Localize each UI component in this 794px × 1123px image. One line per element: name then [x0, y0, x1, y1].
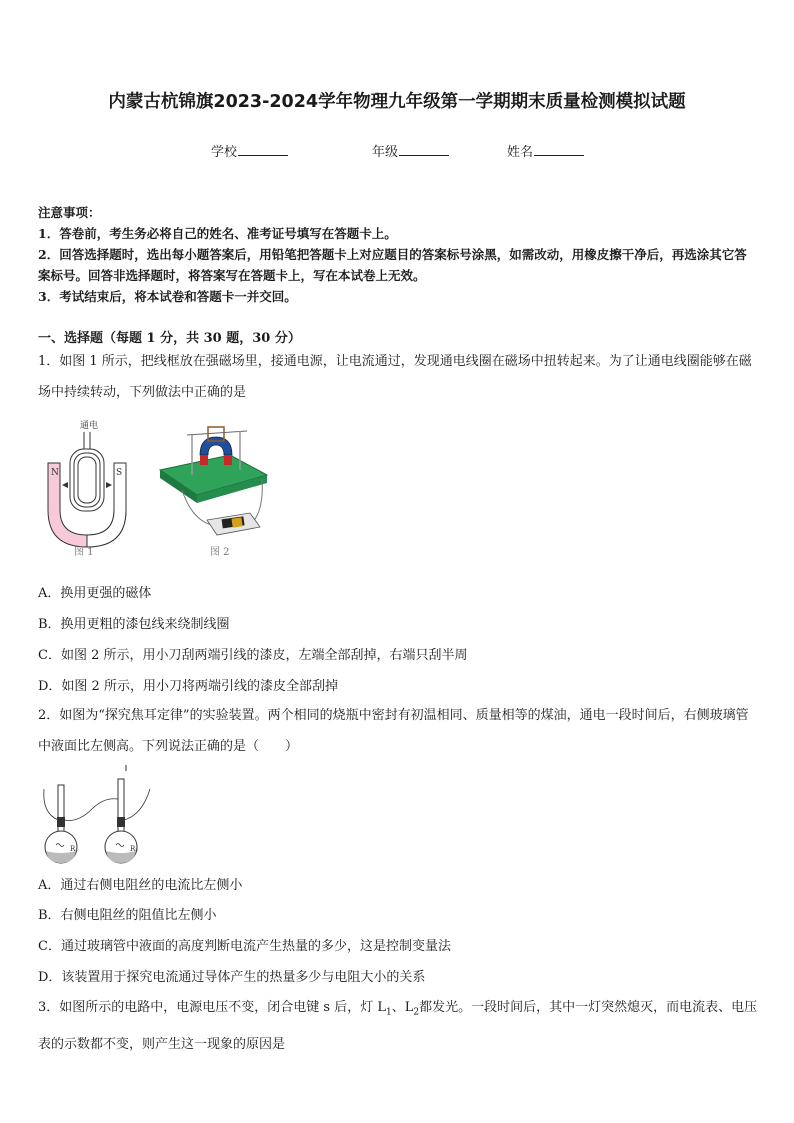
name-blank: [534, 143, 584, 156]
page-title: 内蒙古杭锦旗2023-2024学年物理九年级第一学期期末质量检测模拟试题: [108, 92, 686, 112]
figure-joule-flasks: [38, 765, 163, 865]
figure-2-motor-model: [152, 415, 277, 560]
figure-1-south-label: S: [116, 468, 123, 478]
question-3-text: 3．如图所示的电路中，电源电压不变，闭合电键 s 后，灯 $L_1$、$L_2$都发光。一段时间后，其中一灯突然熄灭，而电流表、电压表的示数都不变，则产生这一现象的原因是: [38, 1000, 758, 1052]
q1-option-d: D．如图 2 所示，用小刀将两端引线的漆皮全部刮掉: [38, 679, 338, 694]
question-2: [38, 700, 760, 762]
q1-option-a: A．换用更强的磁体: [38, 586, 152, 601]
r2-label: R₂: [130, 845, 139, 853]
grade-field: [372, 141, 449, 160]
r1-label: R₁: [70, 845, 79, 853]
q1-option-b: B．换用更粗的漆包线来绕制线圈: [38, 617, 230, 632]
section-heading: 一、选择题（每题 1 分，共 30 题，30 分）: [38, 331, 301, 346]
question-2-text: 2．如图为“探究焦耳定律”的实验装置。两个相同的烧瓶中密封有初温相同、质量相等的煤油，通电一段时间后，右侧玻璃管中液面比左侧高。下列说法正确的是（ ）: [38, 708, 749, 754]
name-label: 姓名: [507, 145, 534, 160]
q2-option-b: B．右侧电阻丝的阻值比左侧小: [38, 908, 217, 923]
figure-1-current-label: 通电: [80, 421, 99, 431]
figure-2-label: 图 2: [210, 547, 230, 558]
school-label: 学校: [211, 145, 238, 160]
question-1-text: 1．如图 1 所示，把线框放在强磁场里，接通电源，让电流通过，发现通电线圈在磁场中扭转起来。为了让通电线圈能够在磁场中持续转动，下列做法中正确的是: [38, 354, 752, 400]
q2-option-c: C．通过玻璃管中液面的高度判断电流产生热量的多少，这是控制变量法: [38, 939, 451, 954]
figure-1-label: 图 1: [74, 547, 94, 558]
q2-option-a: A．通过右侧电阻丝的电流比左侧小: [38, 878, 243, 893]
figure-1-coil-diagram: [40, 415, 135, 560]
figure-1-north-label: N: [51, 468, 59, 478]
notice-block: [38, 202, 758, 307]
grade-label: 年级: [372, 145, 399, 160]
name-field: [507, 141, 584, 160]
notice-item-1: 1．答卷前，考生务必将自己的姓名、准考证号填写在答题卡上。: [38, 226, 397, 241]
q2-option-d: D．该装置用于探究电流通过导体产生的热量多少与电阻大小的关系: [38, 970, 426, 985]
school-blank: [238, 143, 288, 156]
notice-item-3: 3．考试结束后，将本试卷和答题卡一并交回。: [38, 289, 297, 304]
question-3: [38, 992, 760, 1060]
question-1: [38, 346, 760, 408]
notice-head: 注意事项：: [38, 205, 101, 220]
notice-item-2: 2．回答选择题时，选出每小题答案后，用铅笔把答题卡上对应题目的答案标号涂黑，如需改动，用橡皮擦干净后，再选涂其它答案标号。回答非选择题时，将答案写在答题卡上，写在本试卷上无效。: [38, 247, 747, 283]
grade-blank: [399, 143, 449, 156]
school-field: [211, 141, 288, 160]
q1-option-c: C．如图 2 所示，用小刀刮两端引线的漆皮，左端全部刮掉，右端只刮半周: [38, 648, 468, 663]
